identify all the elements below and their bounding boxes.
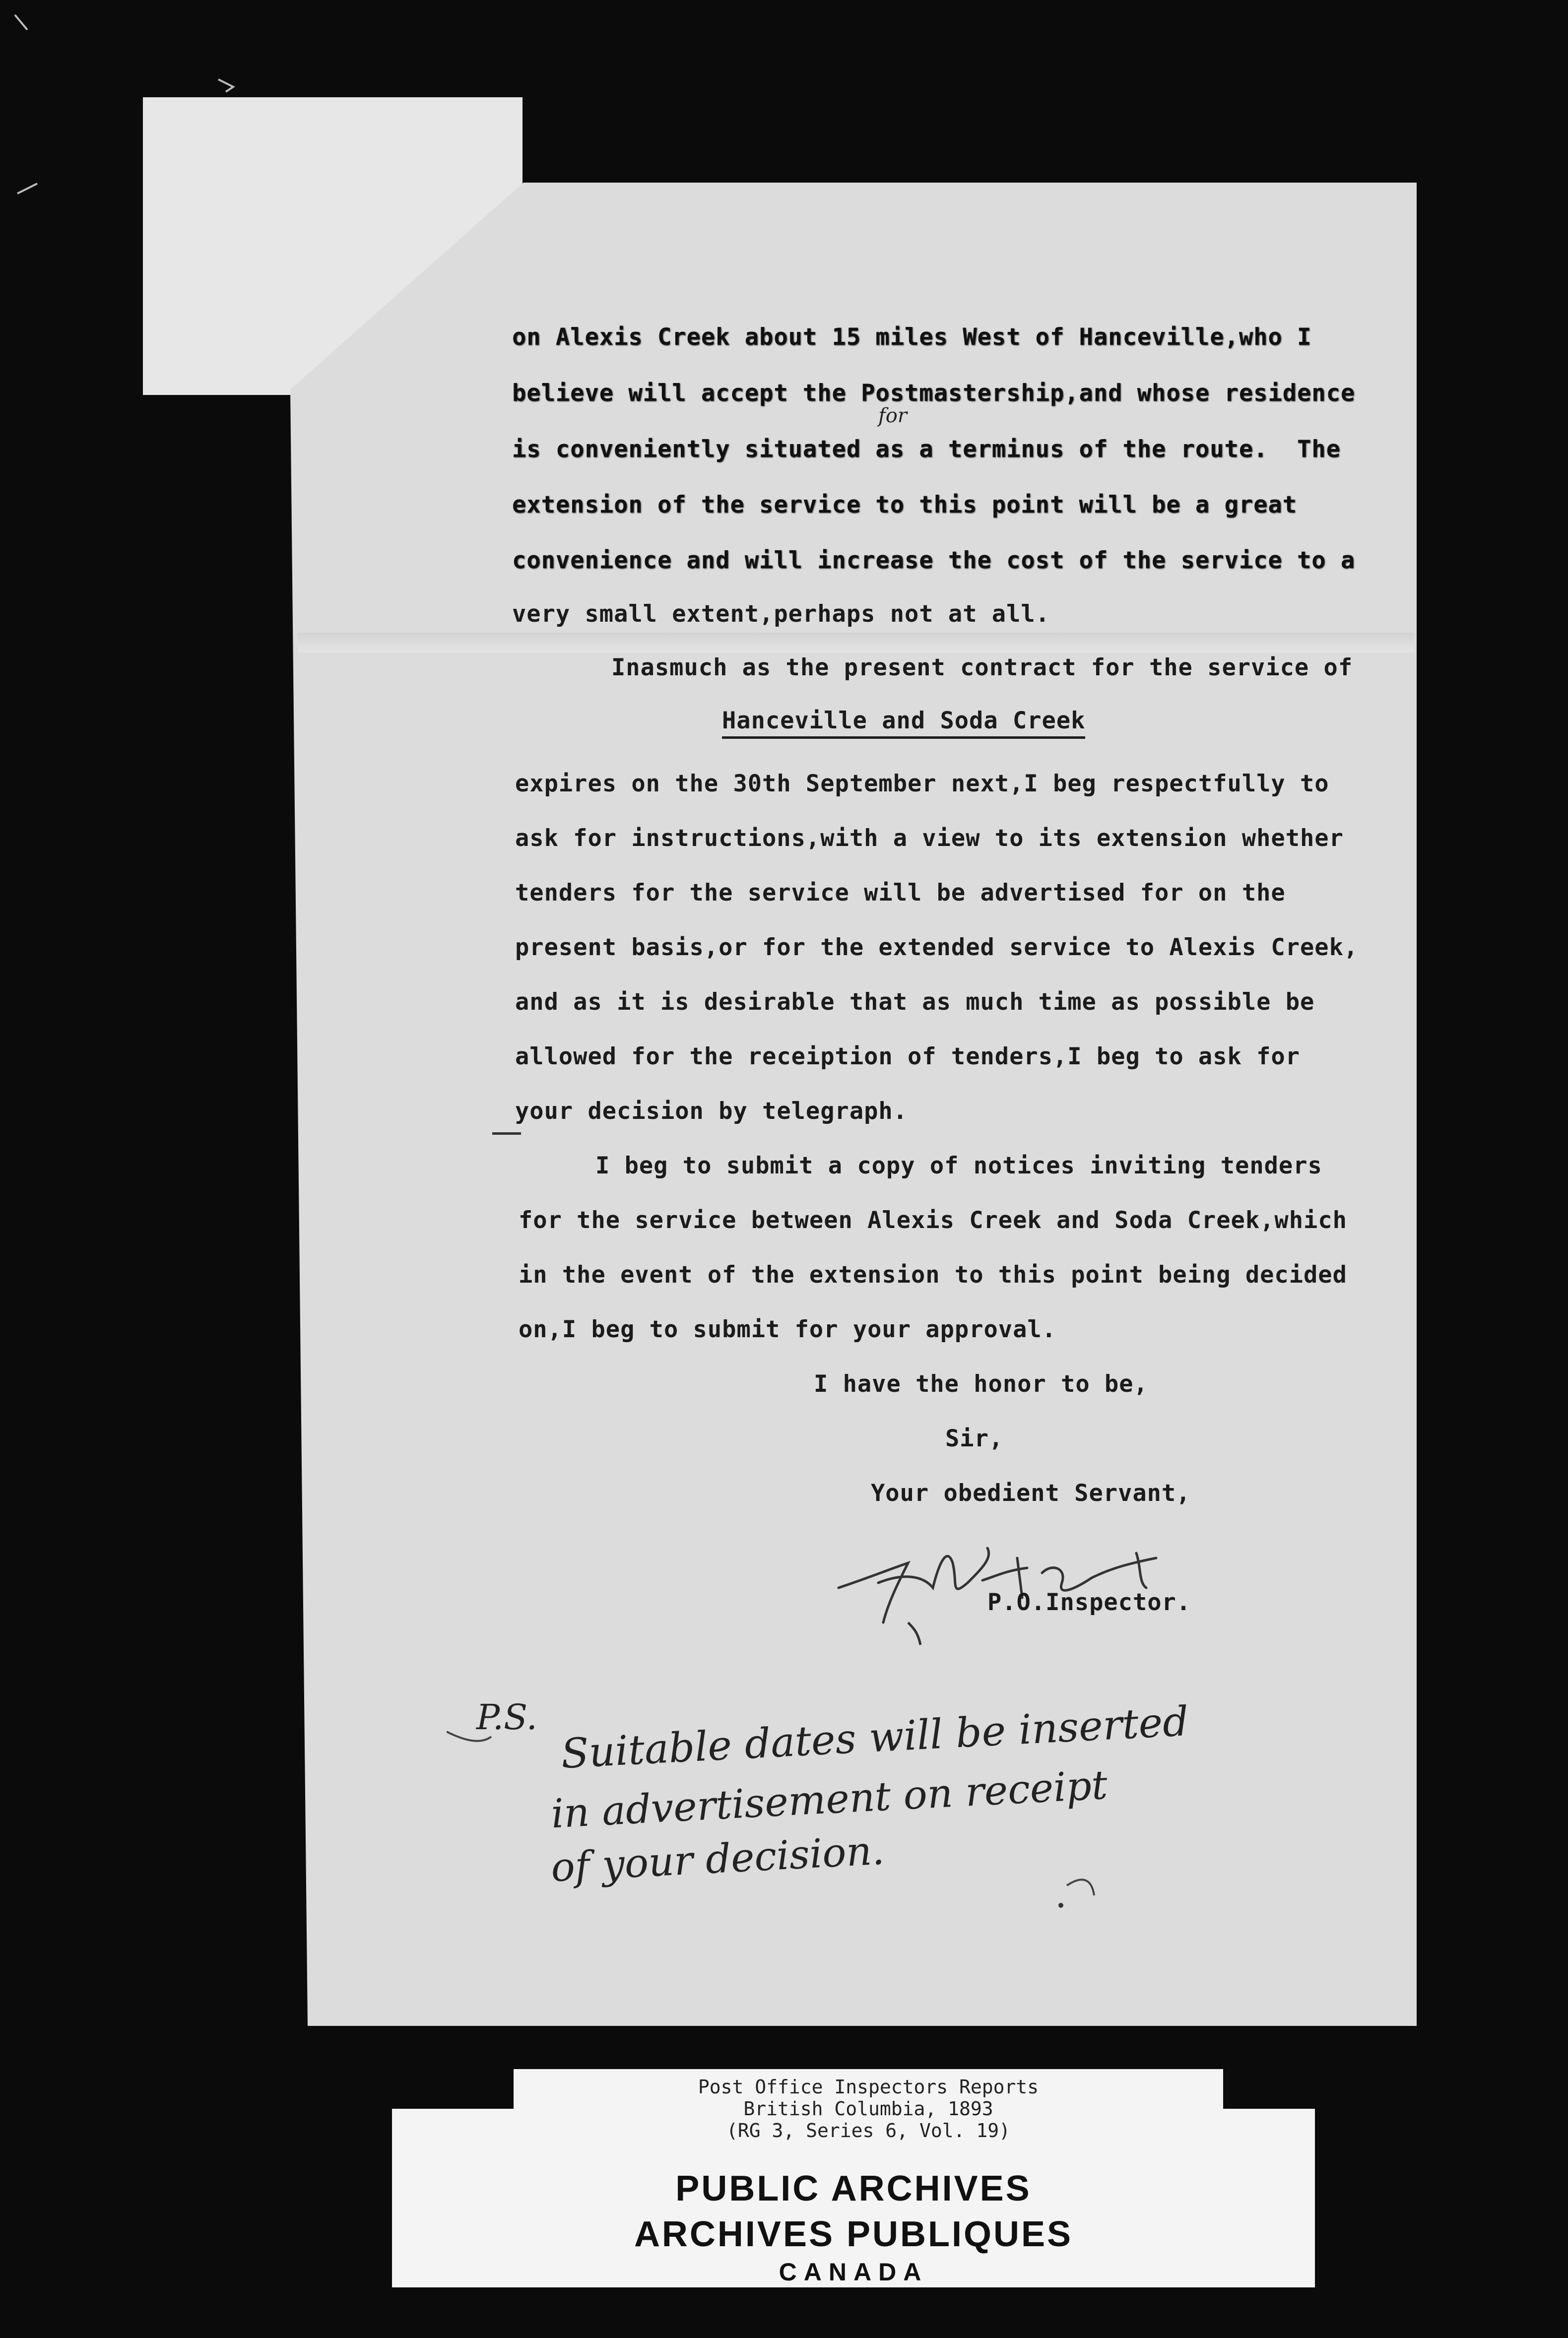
letter-line-7: Inasmuch as the present contract for the service of <box>611 654 1353 681</box>
letter-line-6: very small extent,perhaps not at all. <box>512 600 1050 628</box>
letter-line-9: expires on the 30th September next,I beg respectfully to <box>515 770 1329 797</box>
letter-line-17: for the service between Alexis Creek and Soda Creek,which <box>519 1207 1347 1234</box>
label-line-2: British Columbia, 1893 <box>743 2098 993 2120</box>
letter-line-16: I beg to submit a copy of notices inviting tenders <box>595 1152 1322 1179</box>
postscript-line-2: in advertisement on receipt <box>550 1761 1109 1837</box>
route-heading <box>722 707 1085 734</box>
archive-reference-label <box>514 2069 1223 2161</box>
letter-line-18: in the event of the extension to this point being decided <box>519 1261 1347 1289</box>
margin-mark <box>492 1132 521 1135</box>
stamp-line-2: ARCHIVES PUBLIQUES <box>634 2214 1073 2254</box>
letter-line-12: present basis,or for the extended service to Alexis Creek, <box>515 934 1359 961</box>
letter-line-3: is conveniently situated as a terminus of the route. The <box>512 436 1341 463</box>
postscript-label: P.S. <box>476 1697 537 1738</box>
label-line-1: Post Office Inspectors Reports <box>698 2076 1039 2098</box>
stamp-line-1: PUBLIC ARCHIVES <box>675 2169 1032 2208</box>
letter-line-10: ask for instructions,with a view to its extension whether <box>515 825 1344 852</box>
postscript-line-1: Suitable dates will be inserted <box>560 1697 1190 1778</box>
stamp-line-3: CANADA <box>779 2258 928 2286</box>
letter-line-19: on,I beg to submit for your approval. <box>519 1316 1056 1343</box>
inspector-signature <box>834 1528 1211 1647</box>
valediction: Your obedient Servant, <box>871 1480 1191 1507</box>
letter-line-11: tenders for the service will be advertised for on the <box>515 879 1286 907</box>
signatory-title: P.O.Inspector. <box>987 1589 1191 1616</box>
closing-line: I have the honor to be, <box>814 1370 1148 1398</box>
handwritten-insertion: for <box>878 404 908 427</box>
letter-line-5: convenience and will increase the cost of the service to a <box>512 547 1356 574</box>
letter-line-13: and as it is desirable that as much time as possible be <box>515 988 1315 1016</box>
paper-fold-crease <box>298 633 1414 652</box>
label-line-3: (RG 3, Series 6, Vol. 19) <box>726 2120 1010 2142</box>
salutation: Sir, <box>945 1425 1004 1452</box>
letter-line-15: your decision by telegraph. <box>515 1098 908 1125</box>
letter-line-1: on Alexis Creek about 15 miles West of Hanceville,who I <box>512 324 1312 351</box>
letter-line-14: allowed for the receiption of tenders,I beg to ask for <box>515 1043 1301 1070</box>
letter-line-2: believe will accept the Postmastership,and whose residence <box>512 380 1356 407</box>
letter-line-4: extension of the service to this point will be a great <box>512 491 1298 519</box>
postscript-line-3: of your decision. <box>550 1827 886 1891</box>
route-heading-text: Hanceville and Soda Creek <box>722 707 1085 739</box>
